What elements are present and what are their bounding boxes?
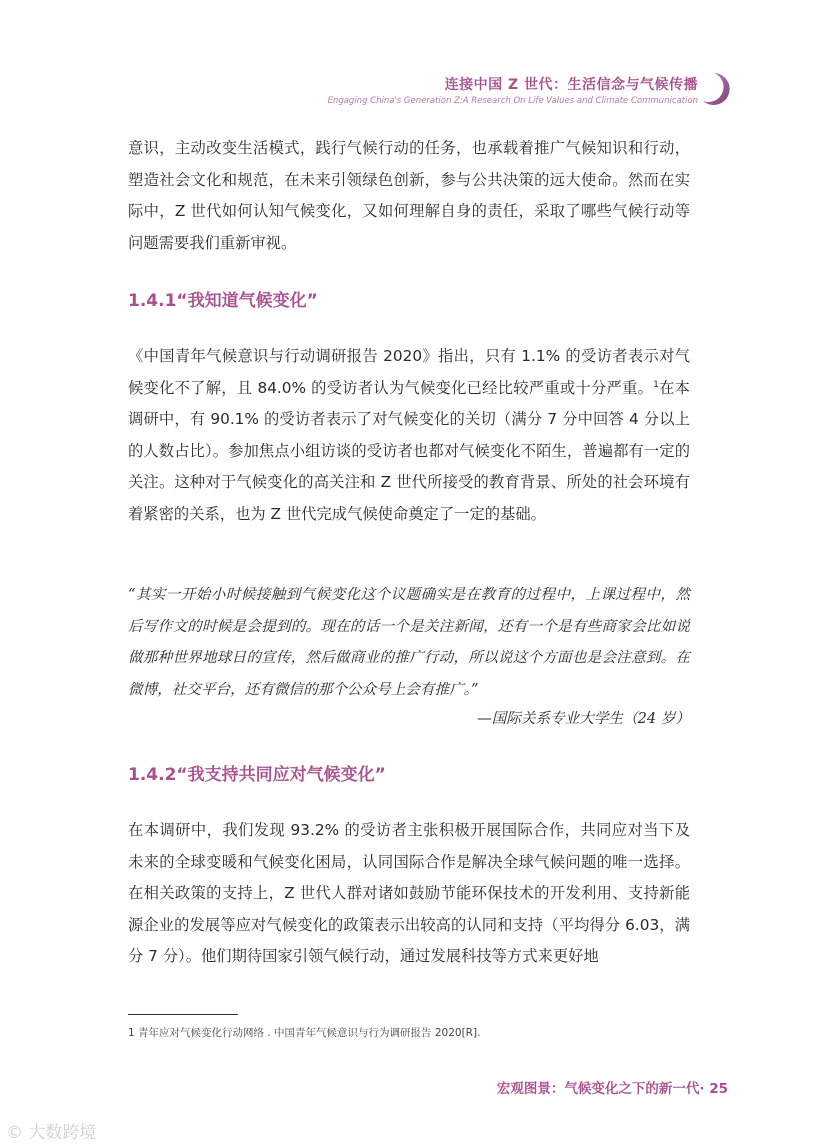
header-title-en: Engaging China's Generation Z:A Research On Life Values and Climate Communication	[327, 96, 698, 106]
paragraph-3: 在本调研中，我们发现 93.2% 的受访者主张积极开展国际合作，共同应对当下及未来的全球变暖和气候变化困局，认同国际合作是解决全球气候问题的唯一选择。在相关政策的支持上，Z 世代人群对诸如鼓励节能环保技术的开发利用、支持新能源企业的发展等应对气候变化的政策表示出较高的认同和支持（平均得分 6.03，满分 7 分）。他们期待国家引领气候行动，通过发展科技等方式来更好地	[128, 821, 690, 966]
section-title-1-4-1: 1.4.1“我知道气候变化”	[128, 291, 318, 311]
page-footer: 宏观图景：气候变化之下的新一代· 25	[496, 1081, 728, 1097]
watermark: © 大数跨境	[6, 1123, 97, 1143]
paragraph-2	[128, 341, 690, 531]
paragraph-2-part-b: 在本调研中，有 90.1% 的受访者表示了对气候变化的关切（满分 7 分中回答 4 分以上的人数占比）。参加焦点小组访谈的受访者也都对气候变化不陌生，普遍都有一定的关注。这种对于气候变化的高关注和 Z 世代所接受的教育背景、所处的社会环境有着紧密的关系，也为 Z 世代完成气候使命奠定了一定的基础。	[128, 378, 690, 523]
crescent-moon-icon	[700, 72, 732, 106]
section-title-1-4-2: 1.4.2“我支持共同应对气候变化”	[128, 765, 386, 785]
footnote: 1 青年应对气候变化行动网络 . 中国青年气候意识与行为调研报告 2020[R].	[128, 1027, 481, 1039]
paragraph-2-part-a: 《中国青年气候意识与行动调研报告 2020》指出，只有 1.1% 的受访者表示对气候变化不了解，且 84.0% 的受访者认为气候变化已经比较严重或十分严重。	[128, 347, 690, 397]
page-header	[328, 76, 698, 107]
footnote-divider	[128, 1014, 238, 1015]
interview-quote: “其实一开始小时候接触到气候变化这个议题确实是在教育的过程中，上课过程中，然后写作文的时候是会提到的。现在的话一个是关注新闻，还有一个是有些商家会比如说做那种世界地球日的宣传，然后做商业的推广行动，所以说这个方面也是会注意到。在微博，社交平台，还有微信的那个公众号上会有推广。”	[128, 586, 690, 698]
quote-attribution: —国际关系专业大学生（24 岁）	[477, 710, 690, 727]
paragraph-1: 意识，主动改变生活模式，践行气候行动的任务，也承载着推广气候知识和行动，塑造社会文化和规范，在未来引领绿色创新，参与公共决策的远大使命。然而在实际中，Z 世代如何认知气候变化，又如何理解自身的责任，采取了哪些气候行动等问题需要我们重新审视。	[128, 139, 690, 252]
header-title-cn: 连接中国 Z 世代：生活信念与气候传播	[444, 77, 698, 93]
footnote-marker: 1	[653, 379, 659, 390]
